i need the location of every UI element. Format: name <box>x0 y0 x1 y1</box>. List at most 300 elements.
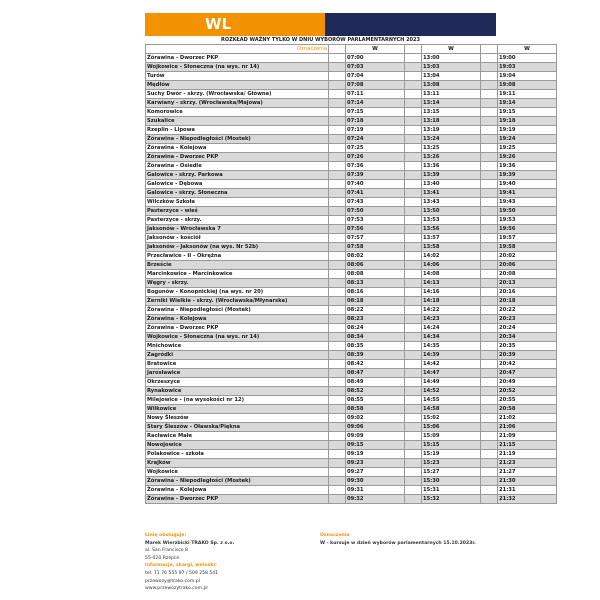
row-gap <box>329 162 346 171</box>
departure-time: 19:40 <box>498 180 557 189</box>
table-row <box>146 459 557 468</box>
row-gap <box>481 477 498 486</box>
row-gap <box>405 495 422 504</box>
departure-time: 19:43 <box>498 198 557 207</box>
row-gap <box>481 333 498 342</box>
operator-heading: Linię obsługuje: <box>145 533 187 538</box>
departure-time: 19:04 <box>498 72 557 81</box>
table-row <box>146 360 557 369</box>
row-gap <box>405 369 422 378</box>
departure-time: 15:31 <box>422 486 481 495</box>
stop-name: Nowy Śleszów <box>146 414 329 423</box>
departure-time: 19:26 <box>498 153 557 162</box>
row-gap <box>405 63 422 72</box>
row-gap <box>481 387 498 396</box>
timetable-table <box>145 44 557 504</box>
departure-time: 19:11 <box>498 90 557 99</box>
row-gap <box>405 189 422 198</box>
departure-time: 14:55 <box>422 396 481 405</box>
row-gap <box>481 198 498 207</box>
row-gap <box>405 477 422 486</box>
departure-time: 08:55 <box>346 396 405 405</box>
stop-name: Polakowice - szkoła <box>146 450 329 459</box>
stop-name: Pasterzyce - skrzy. <box>146 216 329 225</box>
row-gap <box>481 315 498 324</box>
row-gap <box>329 378 346 387</box>
table-row <box>146 153 557 162</box>
row-gap <box>405 306 422 315</box>
departure-time: 20:13 <box>498 279 557 288</box>
stop-name: Nowojowice <box>146 441 329 450</box>
operator-name: Marek Wierzbicki TRAKO Sp. z o.o. <box>145 540 235 546</box>
stop-name: Żórawina - Kolejowa <box>146 315 329 324</box>
departure-time: 09:32 <box>346 495 405 504</box>
table-row <box>146 162 557 171</box>
departure-time: 09:15 <box>346 441 405 450</box>
departure-time: 07:18 <box>346 117 405 126</box>
departure-time: 07:56 <box>346 225 405 234</box>
row-gap <box>481 81 498 90</box>
row-gap <box>405 144 422 153</box>
table-row <box>146 414 557 423</box>
departure-time: 14:47 <box>422 369 481 378</box>
row-gap <box>481 459 498 468</box>
departure-time: 14:58 <box>422 405 481 414</box>
row-gap <box>329 99 346 108</box>
stop-name: Turów <box>146 72 329 81</box>
table-row <box>146 405 557 414</box>
row-gap <box>329 234 346 243</box>
departure-time: 14:34 <box>422 333 481 342</box>
row-gap <box>405 252 422 261</box>
table-row <box>146 234 557 243</box>
departure-time: 15:02 <box>422 414 481 423</box>
row-gap <box>481 117 498 126</box>
row-gap <box>329 108 346 117</box>
row-gap <box>329 216 346 225</box>
row-gap <box>481 432 498 441</box>
departure-time: 07:57 <box>346 234 405 243</box>
departure-time: 08:08 <box>346 270 405 279</box>
row-gap <box>405 243 422 252</box>
departure-time: 14:49 <box>422 378 481 387</box>
table-row <box>146 450 557 459</box>
departure-time: 19:41 <box>498 189 557 198</box>
row-gap <box>329 342 346 351</box>
departure-time: 19:00 <box>498 54 557 63</box>
row-gap <box>329 126 346 135</box>
row-gap <box>405 234 422 243</box>
row-gap <box>481 297 498 306</box>
departure-time: 13:00 <box>422 54 481 63</box>
table-row <box>146 261 557 270</box>
row-gap <box>481 405 498 414</box>
departure-time: 15:27 <box>422 468 481 477</box>
stop-name: Rzeplin - Lipowa <box>146 126 329 135</box>
stop-name: Stary Śleszów - Oławska/Piękna <box>146 423 329 432</box>
row-gap <box>405 396 422 405</box>
departure-time: 14:13 <box>422 279 481 288</box>
line-code: WL <box>205 15 232 33</box>
table-row <box>146 144 557 153</box>
row-gap <box>481 261 498 270</box>
row-gap <box>405 126 422 135</box>
row-gap <box>329 387 346 396</box>
stop-name: Żórawina - Osiedle <box>146 162 329 171</box>
stop-name: Racławice Małe <box>146 432 329 441</box>
row-gap <box>481 324 498 333</box>
row-gap <box>329 477 346 486</box>
row-gap <box>405 162 422 171</box>
table-row <box>146 396 557 405</box>
departure-time: 13:40 <box>422 180 481 189</box>
departure-time: 07:41 <box>346 189 405 198</box>
departure-time: 14:16 <box>422 288 481 297</box>
row-gap <box>405 90 422 99</box>
row-gap <box>329 324 346 333</box>
table-row <box>146 225 557 234</box>
row-gap <box>329 414 346 423</box>
table-row <box>146 441 557 450</box>
row-gap <box>481 252 498 261</box>
table-row <box>146 423 557 432</box>
table-header-row <box>146 45 557 54</box>
table-row <box>146 180 557 189</box>
departure-time: 19:58 <box>498 243 557 252</box>
table-row <box>146 342 557 351</box>
departure-time: 14:02 <box>422 252 481 261</box>
departure-time: 20:39 <box>498 351 557 360</box>
timetable-body <box>146 45 557 504</box>
row-gap <box>405 153 422 162</box>
row-gap <box>329 495 346 504</box>
stop-name: Okrzeszyce <box>146 378 329 387</box>
departure-time: 21:09 <box>498 432 557 441</box>
departure-time: 07:58 <box>346 243 405 252</box>
row-gap <box>481 108 498 117</box>
address-line-1: al. San Francisco 8 <box>145 548 188 554</box>
table-row <box>146 432 557 441</box>
stop-name: Żórawina - Niepodległości (Mostek) <box>146 306 329 315</box>
table-row <box>146 171 557 180</box>
row-gap <box>329 63 346 72</box>
stop-name: Galowice - Dębowa <box>146 180 329 189</box>
row-gap <box>329 81 346 90</box>
table-row <box>146 54 557 63</box>
footer-operator-info <box>145 532 320 593</box>
departure-time: 19:56 <box>498 225 557 234</box>
row-gap <box>481 468 498 477</box>
row-gap <box>405 486 422 495</box>
departure-time: 08:42 <box>346 360 405 369</box>
row-gap <box>405 423 422 432</box>
table-row <box>146 288 557 297</box>
departure-time: 14:52 <box>422 387 481 396</box>
header-gap <box>481 45 498 54</box>
row-gap <box>405 441 422 450</box>
departure-time: 07:00 <box>346 54 405 63</box>
row-gap <box>329 333 346 342</box>
departure-time: 09:23 <box>346 459 405 468</box>
stop-name: Pasterzyce - wieś <box>146 207 329 216</box>
departure-time: 09:30 <box>346 477 405 486</box>
departure-time: 21:19 <box>498 450 557 459</box>
stop-name: Jarosławice <box>146 369 329 378</box>
departure-time: 07:11 <box>346 90 405 99</box>
stop-name: Zagródki <box>146 351 329 360</box>
column-header-1: W <box>346 45 405 54</box>
table-row <box>146 117 557 126</box>
row-gap <box>405 405 422 414</box>
departure-time: 13:26 <box>422 153 481 162</box>
departure-time: 13:43 <box>422 198 481 207</box>
row-gap <box>481 441 498 450</box>
departure-time: 20:24 <box>498 324 557 333</box>
row-gap <box>481 162 498 171</box>
departure-time: 20:49 <box>498 378 557 387</box>
departure-time: 15:06 <box>422 423 481 432</box>
row-gap <box>405 468 422 477</box>
departure-time: 07:24 <box>346 135 405 144</box>
departure-time: 20:42 <box>498 360 557 369</box>
row-gap <box>405 333 422 342</box>
departure-time: 19:18 <box>498 117 557 126</box>
row-gap <box>481 378 498 387</box>
stop-name: Żórawina - Dworzec PKP <box>146 324 329 333</box>
timetable-subtitle: ROZKŁAD WAŻNY TYLKO W DNIU WYBORÓW PARLAMENTARNYCH 2023 <box>220 37 420 43</box>
table-row <box>146 126 557 135</box>
row-gap <box>481 126 498 135</box>
table-row <box>146 81 557 90</box>
row-gap <box>329 360 346 369</box>
row-gap <box>405 288 422 297</box>
row-gap <box>329 315 346 324</box>
departure-time: 21:32 <box>498 495 557 504</box>
departure-time: 20:55 <box>498 396 557 405</box>
stop-name: Komorowice <box>146 108 329 117</box>
table-row <box>146 198 557 207</box>
row-gap <box>329 279 346 288</box>
departure-time: 14:18 <box>422 297 481 306</box>
departure-time: 07:43 <box>346 198 405 207</box>
table-row <box>146 306 557 315</box>
info-heading: Informacje, skargi, wnioski: <box>145 563 217 569</box>
departure-time: 13:53 <box>422 216 481 225</box>
table-row <box>146 315 557 324</box>
phone-number: tel. 71 76 555 97 / 509 258 541 <box>145 570 219 576</box>
stop-name: Wilkowice <box>146 405 329 414</box>
row-gap <box>329 396 346 405</box>
row-gap <box>405 108 422 117</box>
departure-time: 19:08 <box>498 81 557 90</box>
departure-time: 20:02 <box>498 252 557 261</box>
row-gap <box>481 180 498 189</box>
departure-time: 13:41 <box>422 189 481 198</box>
row-gap <box>481 99 498 108</box>
row-gap <box>329 189 346 198</box>
row-gap <box>405 315 422 324</box>
row-gap <box>329 153 346 162</box>
row-gap <box>405 54 422 63</box>
row-gap <box>481 207 498 216</box>
row-gap <box>481 144 498 153</box>
row-gap <box>329 297 346 306</box>
table-row <box>146 135 557 144</box>
departure-time: 13:25 <box>422 144 481 153</box>
departure-time: 14:22 <box>422 306 481 315</box>
row-gap <box>329 270 346 279</box>
row-gap <box>481 54 498 63</box>
departure-time: 13:39 <box>422 171 481 180</box>
table-row <box>146 279 557 288</box>
stop-name: Bogunów - Konopnickiej (na wys. nr 20) <box>146 288 329 297</box>
row-gap <box>405 459 422 468</box>
row-gap <box>405 342 422 351</box>
row-gap <box>329 72 346 81</box>
row-gap <box>329 459 346 468</box>
departure-time: 19:19 <box>498 126 557 135</box>
table-row <box>146 189 557 198</box>
departure-time: 08:13 <box>346 279 405 288</box>
row-gap <box>481 171 498 180</box>
row-gap <box>405 270 422 279</box>
departure-time: 14:42 <box>422 360 481 369</box>
stop-name: Mnichowice <box>146 342 329 351</box>
row-gap <box>481 306 498 315</box>
departure-time: 13:03 <box>422 63 481 72</box>
row-gap <box>481 72 498 81</box>
table-row <box>146 243 557 252</box>
header-gap <box>405 45 422 54</box>
footer-legend <box>320 532 496 547</box>
stop-name: Jaksonów - Jaksonów (na wys. Nr 52b) <box>146 243 329 252</box>
departure-time: 21:02 <box>498 414 557 423</box>
departure-time: 19:53 <box>498 216 557 225</box>
departure-time: 07:25 <box>346 144 405 153</box>
departure-time: 09:31 <box>346 486 405 495</box>
row-gap <box>481 279 498 288</box>
row-gap <box>481 243 498 252</box>
table-row <box>146 351 557 360</box>
row-gap <box>329 405 346 414</box>
departure-time: 09:09 <box>346 432 405 441</box>
row-gap <box>481 153 498 162</box>
row-gap <box>481 351 498 360</box>
row-gap <box>329 54 346 63</box>
row-gap <box>405 324 422 333</box>
row-gap <box>329 441 346 450</box>
stop-name: Żórawina - Niepodległości (Mostek) <box>146 135 329 144</box>
table-row <box>146 378 557 387</box>
table-row <box>146 108 557 117</box>
row-gap <box>329 369 346 378</box>
departure-time: 07:53 <box>346 216 405 225</box>
table-row <box>146 369 557 378</box>
row-gap <box>329 117 346 126</box>
email-address: przewozy@trako.com.pl <box>145 578 200 584</box>
row-gap <box>329 135 346 144</box>
departure-time: 21:23 <box>498 459 557 468</box>
table-row <box>146 495 557 504</box>
row-gap <box>329 243 346 252</box>
departure-time: 13:18 <box>422 117 481 126</box>
departure-time: 08:23 <box>346 315 405 324</box>
departure-time: 09:27 <box>346 468 405 477</box>
table-row <box>146 99 557 108</box>
row-gap <box>481 90 498 99</box>
table-row <box>146 333 557 342</box>
departure-time: 08:39 <box>346 351 405 360</box>
departure-time: 07:08 <box>346 81 405 90</box>
header-gap <box>329 45 346 54</box>
row-gap <box>329 432 346 441</box>
row-gap <box>481 225 498 234</box>
departure-time: 13:56 <box>422 225 481 234</box>
row-gap <box>481 342 498 351</box>
row-gap <box>329 90 346 99</box>
departure-time: 20:23 <box>498 315 557 324</box>
row-gap <box>329 261 346 270</box>
departure-time: 07:15 <box>346 108 405 117</box>
stop-name: Rynakowice <box>146 387 329 396</box>
departure-time: 07:39 <box>346 171 405 180</box>
stop-name: Żerniki Wielkie - skrzy. (Wrocławska/Młynarska) <box>146 297 329 306</box>
stop-name: Jaksonów - kościół <box>146 234 329 243</box>
stop-name: Suchy Dwór - skrzy. (Wrocławska/ Główna) <box>146 90 329 99</box>
row-gap <box>405 432 422 441</box>
departure-time: 08:49 <box>346 378 405 387</box>
departure-time: 21:15 <box>498 441 557 450</box>
row-gap <box>481 270 498 279</box>
stop-name: Mędłów <box>146 81 329 90</box>
stop-name: Galowice - skrzy. Parkowa <box>146 171 329 180</box>
departure-time: 14:24 <box>422 324 481 333</box>
table-row <box>146 270 557 279</box>
row-gap <box>481 216 498 225</box>
departure-time: 08:52 <box>346 387 405 396</box>
departure-time: 19:03 <box>498 63 557 72</box>
row-gap <box>481 414 498 423</box>
row-gap <box>405 450 422 459</box>
departure-time: 19:15 <box>498 108 557 117</box>
departure-time: 19:50 <box>498 207 557 216</box>
row-gap <box>405 180 422 189</box>
departure-time: 19:39 <box>498 171 557 180</box>
departure-time: 08:35 <box>346 342 405 351</box>
departure-time: 13:57 <box>422 234 481 243</box>
departure-time: 19:57 <box>498 234 557 243</box>
stop-name: Żórawina - Kolejowa <box>146 144 329 153</box>
column-header-2: W <box>422 45 481 54</box>
departure-time: 08:34 <box>346 333 405 342</box>
website-url: www.przewozytrako.com.pl <box>145 586 208 592</box>
departure-time: 14:39 <box>422 351 481 360</box>
departure-time: 20:16 <box>498 288 557 297</box>
table-row <box>146 468 557 477</box>
row-gap <box>481 288 498 297</box>
stop-name: Wojkowice - Słoneczna (na wys. nr 14) <box>146 333 329 342</box>
stop-name: Marcinkowice - Marcinkowice <box>146 270 329 279</box>
stop-name: Przecławice - II - Okrężna <box>146 252 329 261</box>
departure-time: 15:09 <box>422 432 481 441</box>
departure-time: 13:36 <box>422 162 481 171</box>
departure-time: 21:27 <box>498 468 557 477</box>
legend-heading: Oznaczenia <box>320 533 350 538</box>
row-gap <box>481 486 498 495</box>
departure-time: 13:19 <box>422 126 481 135</box>
row-gap <box>405 387 422 396</box>
departure-time: 13:08 <box>422 81 481 90</box>
